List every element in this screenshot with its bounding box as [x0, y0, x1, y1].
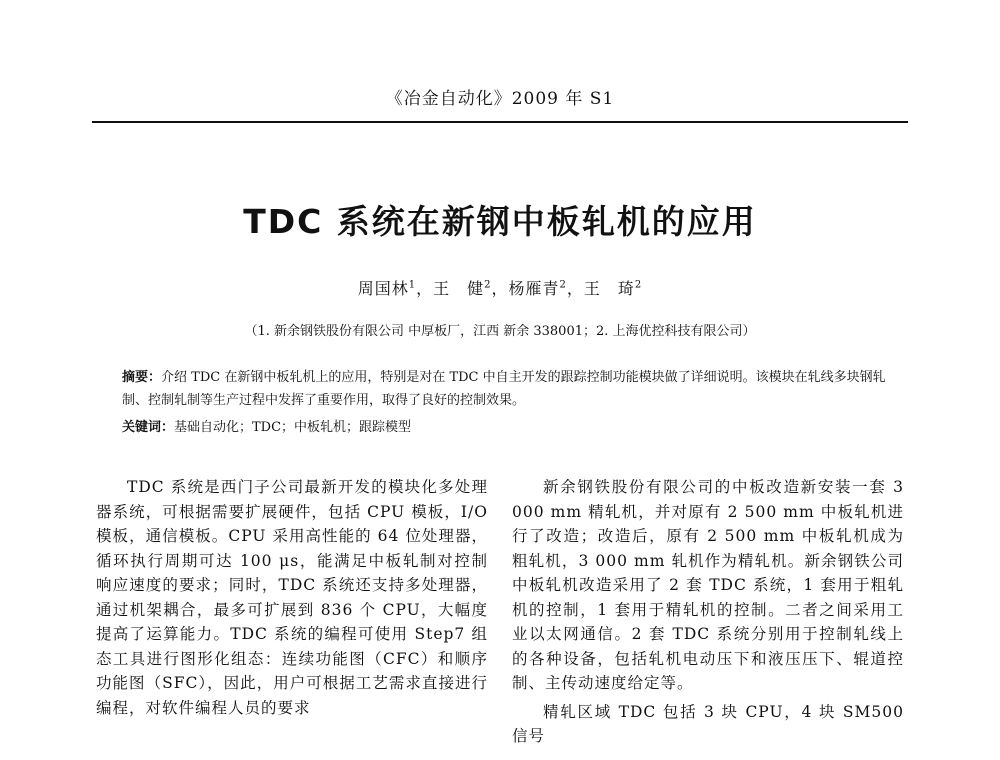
paper-title: TDC 系统在新钢中板轧机的应用 [243, 202, 757, 241]
keywords [122, 416, 902, 439]
author-name: 王 琦 [583, 279, 635, 298]
author-name: 周国林 [357, 279, 409, 298]
abstract-block [122, 366, 902, 439]
abstract-label: 摘要： [122, 370, 162, 385]
affiliations: （1. 新余钢铁股份有限公司 中厚板厂，江西 新余 338001；2. 上海优控科技有限公司） [244, 324, 756, 339]
keywords-label: 关键词： [122, 420, 175, 435]
abstract-text: 介绍 TDC 在新钢中板轧机上的应用，特别是对在 TDC 中自主开发的跟踪控制功能模块做了详细说明。该模块在轧线多块钢轧制、控制轧制等生产过程中发挥了重要作用，取得了良好的控制效果。 [122, 370, 886, 408]
body-paragraph: TDC 系统是西门子公司最新开发的模块化多处理器系统，可根据需要扩展硬件，包括 CPU 模板，I/O 模板，通信模板。CPU 采用高性能的 64 位处理器，循环执行周期可达 100 μs，能满足中板轧制对控制响应速度的要求；同时，TDC 系统还支持多处理器，通过机架耦合，最多可扩展到 836 个 CPU，大幅度提高了运算能力。TDC 系统的编程可使用 Step7 组态工具进行图形化组态：连续功能图（CFC）和顺序功能图（SFC），因此，用户可根据工艺需求直接进行编程，对软件编程人员的要求 [96, 478, 488, 717]
author-name: 杨雁青 [508, 279, 560, 298]
body-paragraph: 精轧区域 TDC 包括 3 块 CPU，4 块 SM500 信号 [512, 702, 904, 745]
journal-header: 《冶金自动化》2009 年 S1 [385, 89, 615, 109]
author-affiliation-mark: 2 [559, 279, 567, 291]
body-column-right [512, 475, 904, 749]
author-affiliation-mark: 1 [408, 279, 417, 291]
author-affiliation-mark: 2 [484, 279, 492, 291]
body-paragraph: 新余钢铁股份有限公司的中板改造新安装一套 3 000 mm 精轧机，并对原有 2 500 mm 中板轧机进行了改造；改造后，原有 2 500 mm 中板轧机成为粗轧机，3 000 mm 轧机作为精轧机。新余钢铁公司中板轧机改造采用了 2 套 TDC 系统，1 套用于粗轧机的控制，1 套用于精轧机的控制。二者之间采用工业以太网通信。2 套 TDC 系统分别用于控制轧线上的各种设备，包括轧机电动压下和液压压下、辊道控制、主传动速度给定等。 [512, 478, 904, 692]
header-rule [92, 121, 908, 123]
body-column-left [96, 475, 488, 720]
keywords-text: 基础自动化；TDC；中板轧机；跟踪模型 [174, 420, 412, 435]
abstract [122, 366, 902, 412]
author-affiliation-mark: 2 [634, 279, 643, 291]
author-name: 王 健 [433, 279, 485, 298]
author-list: 周国林$^1$，王 健$^2$，杨雁青$^2$，王 琦$^2$ [357, 279, 643, 298]
